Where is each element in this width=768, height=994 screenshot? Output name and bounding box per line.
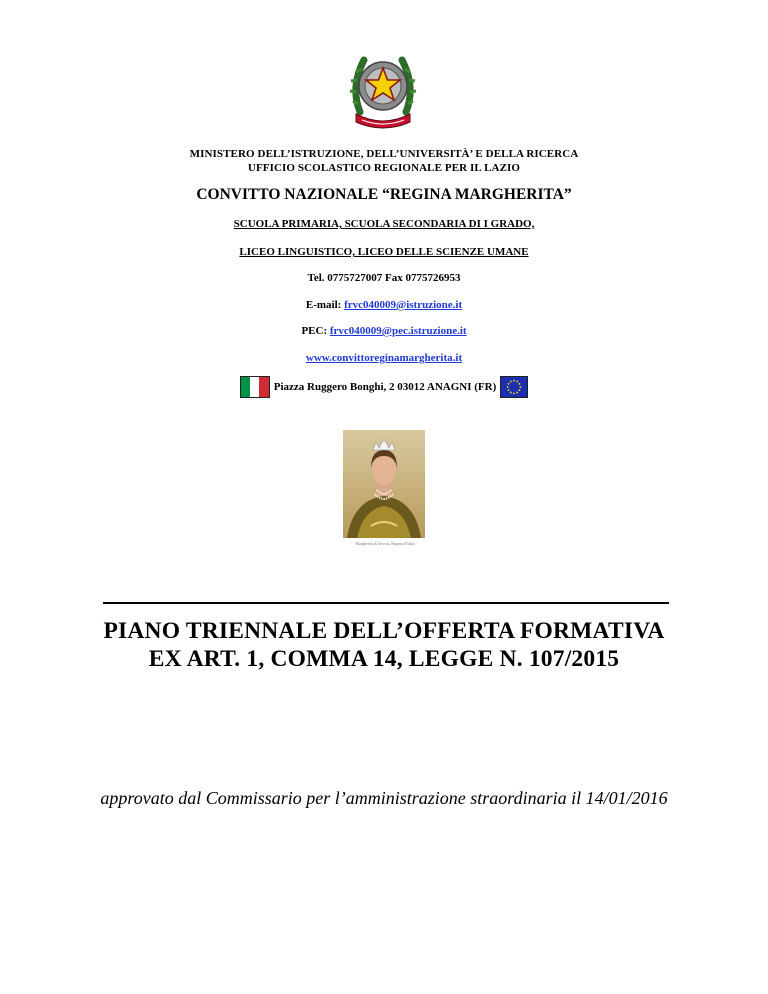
italian-flag-icon bbox=[240, 376, 270, 398]
horizontal-rule bbox=[103, 602, 669, 604]
queen-margherita-portrait bbox=[343, 430, 425, 538]
website-link[interactable]: www.convittoreginamargherita.it bbox=[305, 352, 463, 364]
email-label: E-mail: bbox=[305, 299, 342, 311]
regional-office-heading: UFFICIO SCOLASTICO REGIONALE PER IL LAZIO bbox=[247, 162, 521, 174]
pec-label: PEC: bbox=[301, 325, 328, 337]
eu-flag-icon bbox=[500, 376, 528, 398]
italian-republic-emblem-icon bbox=[348, 42, 418, 130]
approval-note: approvato dal Commissario per l’amministrazione straordinaria il 14/01/2016 bbox=[100, 788, 668, 808]
school-levels-line-1: SCUOLA PRIMARIA, SCUOLA SECONDARIA DI I GRADO, bbox=[233, 218, 535, 230]
address-row bbox=[0, 376, 768, 398]
ministry-heading: MINISTERO DELL’ISTRUZIONE, DELL’UNIVERSITÀ’ E DELLA RICERCA bbox=[189, 148, 579, 160]
email-link[interactable]: frvc040009@istruzione.it bbox=[344, 299, 463, 311]
pec-link[interactable]: frvc040009@pec.istruzione.it bbox=[329, 325, 467, 337]
school-levels-line-2: LICEO LINGUISTICO, LICEO DELLE SCIENZE UMANE bbox=[239, 246, 529, 258]
portrait-caption: Margherita di Savoia, Regina d'Italia bbox=[355, 541, 415, 546]
pec-line bbox=[0, 325, 768, 337]
school-name: CONVITTO NAZIONALE “REGINA MARGHERITA” bbox=[196, 186, 572, 203]
website-line bbox=[0, 352, 768, 364]
document-title-line-2: EX ART. 1, COMMA 14, LEGGE N. 107/2015 bbox=[148, 646, 620, 672]
address: Piazza Ruggero Bonghi, 2 03012 ANAGNI (FR) bbox=[273, 381, 497, 393]
phone-fax: Tel. 0775727007 Fax 0775726953 bbox=[307, 272, 461, 284]
document-title-line-1: PIANO TRIENNALE DELL’OFFERTA FORMATIVA bbox=[103, 618, 665, 644]
email-line bbox=[0, 299, 768, 311]
